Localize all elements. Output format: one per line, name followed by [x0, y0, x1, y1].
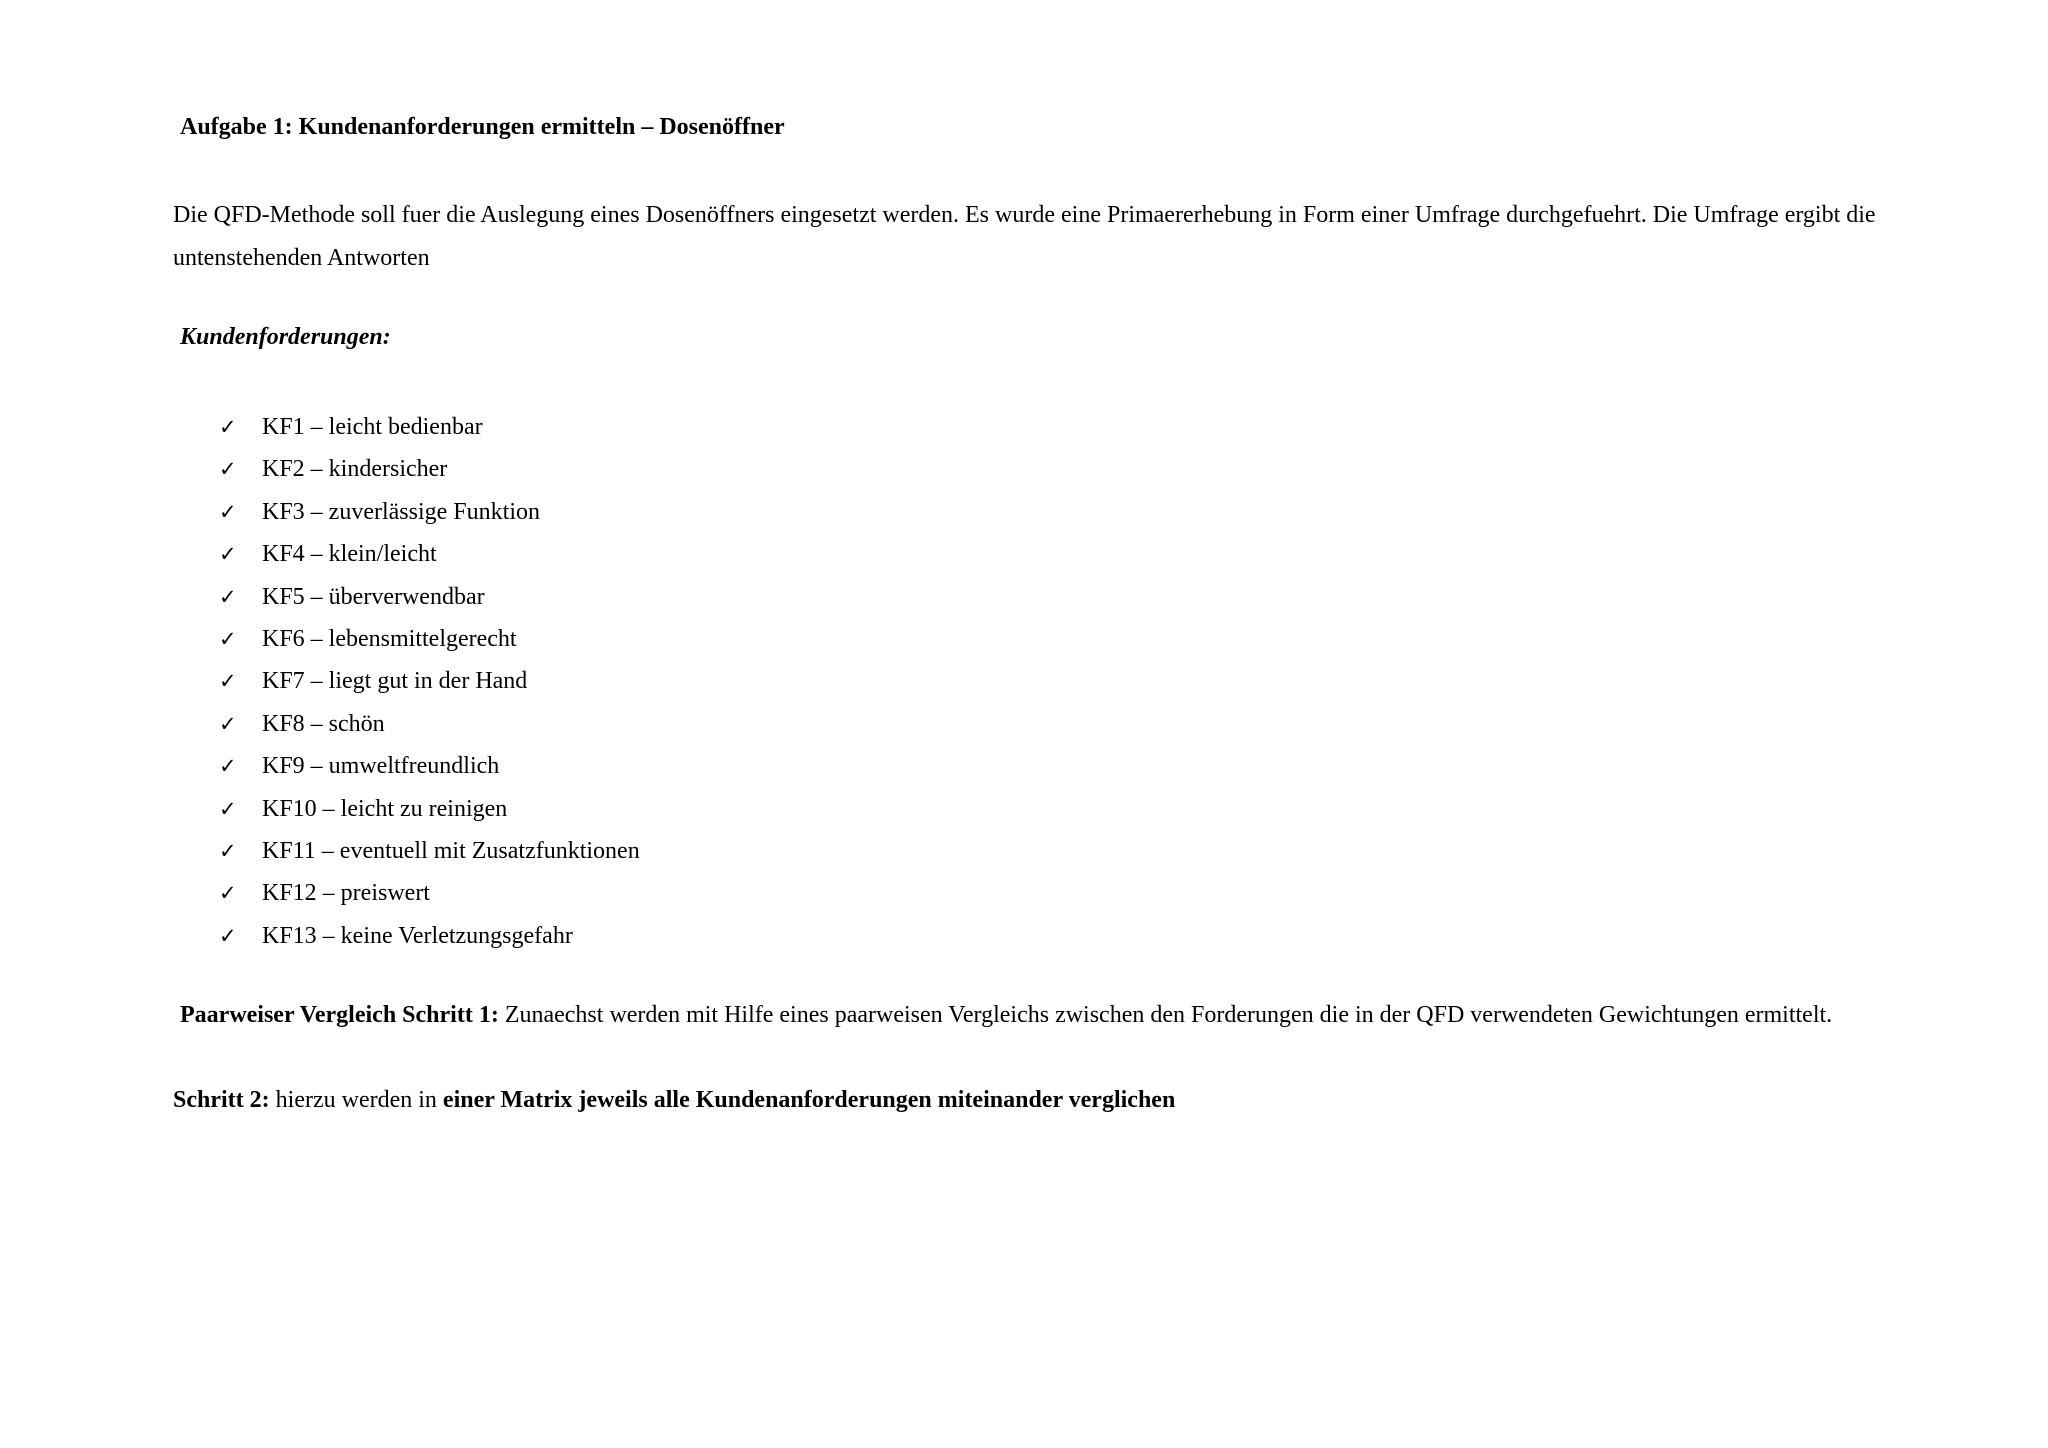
checkmark-icon: ✓ [219, 584, 237, 609]
step2-label: Schritt 2: [173, 1087, 270, 1113]
requirement-text: KF13 – keine Verletzungsgefahr [262, 922, 573, 949]
requirement-text: KF7 – liegt gut in der Hand [262, 668, 528, 695]
list-item [219, 576, 640, 618]
list-item [219, 745, 640, 787]
requirement-text: KF12 – preiswert [262, 880, 430, 907]
requirement-text: KF1 – leicht bedienbar [262, 414, 483, 440]
list-item [219, 788, 640, 830]
checkmark-icon: ✓ [219, 796, 237, 821]
step1-paragraph [180, 1002, 1832, 1029]
list-item [219, 703, 640, 745]
list-item [219, 618, 640, 660]
list-item [219, 872, 640, 914]
requirement-text: KF4 – klein/leicht [262, 541, 437, 568]
step2-bold-text: einer Matrix jeweils alle Kundenanforderungen miteinander verglichen [442, 1087, 1176, 1113]
requirement-text: KF10 – leicht zu reinigen [262, 795, 508, 822]
list-item [219, 660, 640, 702]
list-item [219, 915, 640, 957]
list-item [219, 491, 640, 533]
checkmark-icon: ✓ [219, 457, 237, 482]
list-item [219, 406, 640, 448]
requirement-text: KF3 – zuverlässige Funktion [262, 498, 540, 525]
checkmark-icon: ✓ [219, 669, 237, 694]
checkmark-icon: ✓ [219, 711, 237, 736]
requirement-text: KF2 – kindersicher [262, 456, 448, 483]
requirement-text: KF8 – schön [262, 710, 385, 737]
checkmark-icon: ✓ [219, 499, 237, 524]
task-heading: Aufgabe 1: Kundenanforderungen ermitteln – Dosenöffner [180, 114, 785, 140]
requirement-text: KF5 – überverwendbar [262, 583, 485, 610]
checkmark-icon: ✓ [219, 923, 237, 948]
intro-paragraph: Die QFD-Methode soll fuer die Auslegung eines Dosenöffners eingesetzt werden. Es wurde eine Primaererhebung in Form einer Umfrage durchgefuehrt. Die Umfrage ergibt die untenstehenden Antworten [173, 202, 1876, 271]
checkmark-icon: ✓ [219, 881, 237, 906]
checkmark-icon: ✓ [219, 838, 237, 863]
list-item [219, 830, 640, 872]
list-item [219, 448, 640, 490]
step1-label: Paarweiser Vergleich Schritt 1: [180, 1002, 499, 1028]
step2-text: hierzu werden in [269, 1087, 443, 1113]
checkmark-icon: ✓ [219, 542, 237, 567]
requirement-text: KF11 – eventuell mit Zusatzfunktionen [262, 837, 640, 864]
list-item [219, 533, 640, 575]
checkmark-icon: ✓ [219, 626, 237, 651]
requirement-text: KF6 – lebensmittelgerecht [262, 625, 517, 652]
requirements-list [219, 406, 640, 957]
checkmark-icon: ✓ [219, 415, 237, 439]
requirements-heading: Kundenforderungen: [180, 324, 391, 350]
step1-text: Zunaechst werden mit Hilfe eines paarweisen Vergleichs zwischen den Forderungen die in der QFD verwendeten Gewichtungen ermittelt. [498, 1002, 1833, 1028]
checkmark-icon: ✓ [219, 754, 237, 779]
requirement-text: KF9 – umweltfreundlich [262, 753, 500, 780]
step2-paragraph [173, 1087, 1175, 1114]
